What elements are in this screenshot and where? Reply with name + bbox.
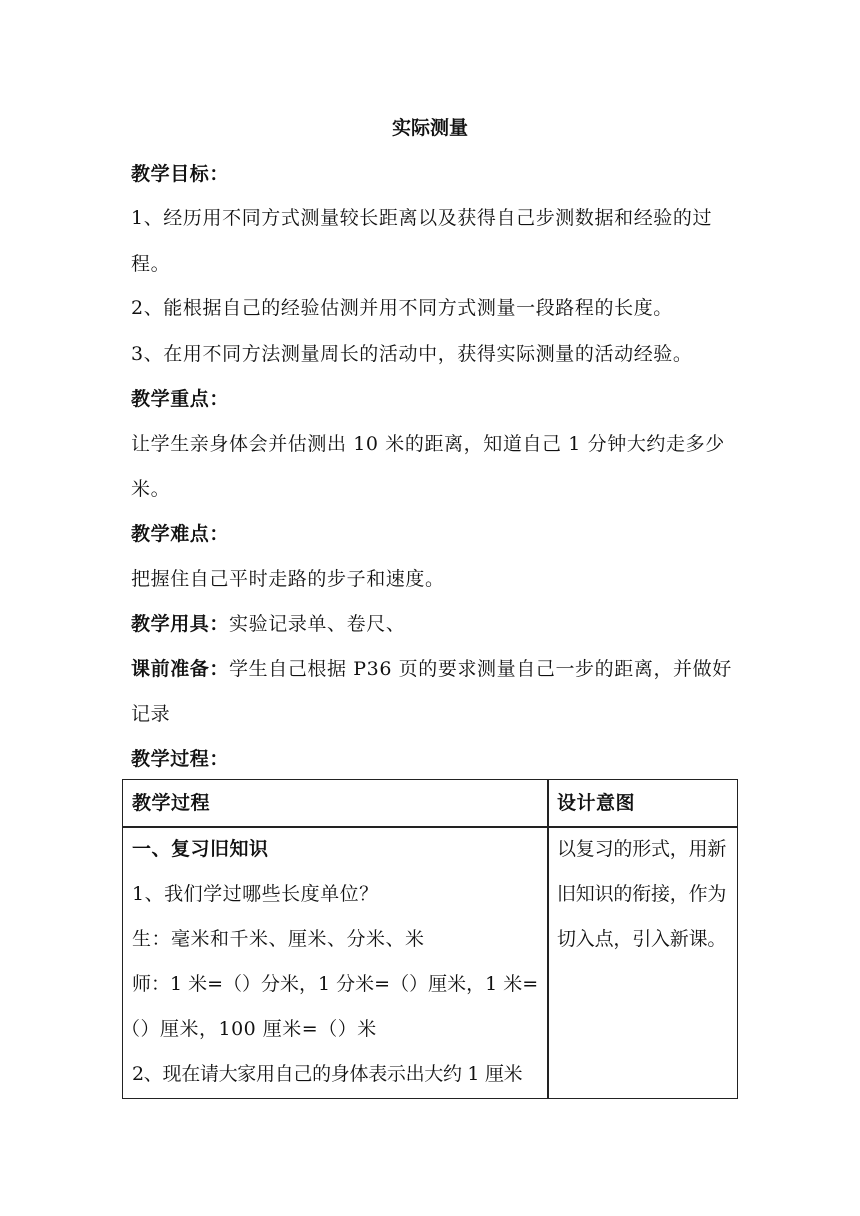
process-heading: 教学过程： (131, 748, 230, 770)
process-table (122, 779, 738, 1099)
table-cell-line: 2、现在请大家用自己的身体表示出大约 1 厘米 (132, 1063, 523, 1085)
preparation-value: 学生自己根据 P36 页的要求测量自己一步的距离，并做好 (229, 658, 732, 680)
objectives-heading: 教学目标： (131, 163, 230, 185)
tools-line (131, 612, 405, 636)
table-cell-line: 1、我们学过哪些长度单位？ (132, 883, 379, 905)
table-column-divider (547, 780, 549, 1098)
table-header-process: 教学过程 (132, 792, 211, 814)
objective-item: 2、能根据自己的经验估测并用不同方式测量一段路程的长度。 (131, 297, 673, 319)
table-cell-line: 一、复习旧知识 (132, 838, 269, 860)
key-points-heading: 教学重点： (131, 388, 230, 410)
key-points-text: 米。 (131, 478, 171, 500)
preparation-cont: 记录 (131, 703, 171, 725)
objective-item: 1、经历用不同方式测量较长距离以及获得自己步测数据和经验的过 (131, 207, 713, 229)
preparation-line (131, 657, 732, 681)
key-points-text: 让学生亲身体会并估测出 10 米的距离，知道自己 1 分钟大约走多少 (131, 433, 725, 455)
table-intent-line: 切入点，引入新课。 (557, 928, 727, 950)
table-intent-line: 以复习的形式，用新 (557, 838, 727, 860)
objective-item: 程。 (131, 253, 171, 275)
preparation-label: 课前准备： (131, 658, 230, 680)
difficulties-heading: 教学难点： (131, 523, 230, 545)
table-header-divider (123, 826, 737, 828)
table-cell-line: 师：1 米=（）分米，1 分米=（）厘米，1 米= (132, 973, 539, 995)
tools-value: 实验记录单、卷尺、 (229, 613, 406, 635)
tools-label: 教学用具： (131, 613, 230, 635)
table-cell-line: 生：毫米和千米、厘米、分米、米 (132, 928, 425, 950)
objective-item: 3、在用不同方法测量周长的活动中，获得实际测量的活动经验。 (131, 343, 693, 365)
difficulties-text: 把握住自己平时走路的步子和速度。 (131, 568, 445, 590)
table-intent-line: 旧知识的衔接，作为 (557, 883, 727, 905)
table-cell-line: （）厘米，100 厘米=（）米 (121, 1018, 377, 1040)
page-title: 实际测量 (391, 117, 468, 139)
table-header-intent: 设计意图 (557, 792, 636, 814)
